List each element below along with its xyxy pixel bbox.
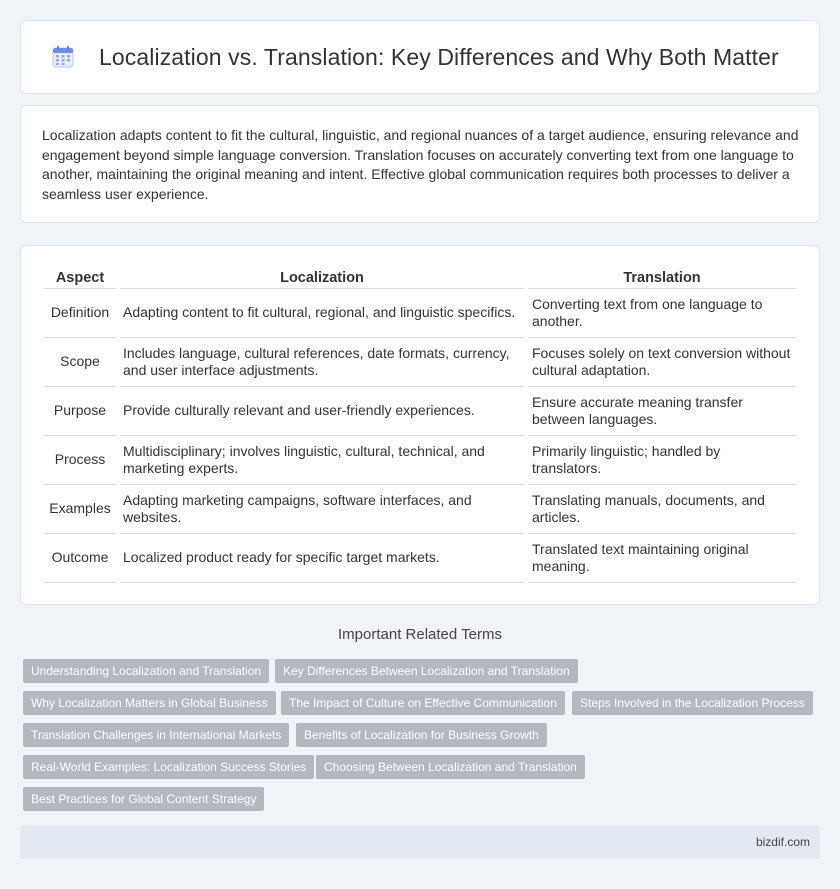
related-term-link[interactable]: The Impact of Culture on Effective Communication xyxy=(281,691,565,715)
related-term-link[interactable]: Real-World Examples: Localization Success Stories xyxy=(23,755,314,779)
cell-translation: Ensure accurate meaning transfer between languages. xyxy=(528,387,796,436)
cell-translation: Converting text from one language to another. xyxy=(528,289,796,338)
table-row xyxy=(44,387,796,436)
related-term-link[interactable]: Translation Challenges in International Markets xyxy=(23,723,289,747)
calendar-icon xyxy=(49,43,77,71)
header-translation: Translation xyxy=(528,267,796,289)
table-row xyxy=(44,289,796,338)
related-term-link[interactable]: Steps Involved in the Localization Process xyxy=(572,691,813,715)
table-row xyxy=(44,534,796,583)
related-term-link[interactable]: Why Localization Matters in Global Business xyxy=(23,691,276,715)
cell-localization: Multidisciplinary; involves linguistic, cultural, technical, and marketing experts. xyxy=(120,436,524,485)
header-card xyxy=(20,20,820,94)
cell-aspect: Definition xyxy=(44,289,116,338)
cell-aspect: Outcome xyxy=(44,534,116,583)
footer-site[interactable]: bizdif.com xyxy=(755,835,810,849)
footer xyxy=(20,825,820,859)
related-term-link[interactable]: Benefits of Localization for Business Growth xyxy=(296,723,547,747)
cell-aspect: Examples xyxy=(44,485,116,534)
cell-localization: Localized product ready for specific target markets. xyxy=(120,534,524,583)
related-term-link[interactable]: Key Differences Between Localization and Translation xyxy=(275,659,578,683)
cell-localization: Provide culturally relevant and user-friendly experiences. xyxy=(120,387,524,436)
intro-card xyxy=(20,105,820,223)
comparison-card xyxy=(20,245,820,605)
cell-aspect: Scope xyxy=(44,338,116,387)
table-header-row xyxy=(44,267,796,289)
header-aspect: Aspect xyxy=(44,267,116,289)
table-row xyxy=(44,338,796,387)
intro-text: Localization adapts content to fit the cultural, linguistic, and regional nuances of a target audience, ensuring relevance and engagement beyond simple language conversion. Translation focuses on accurately converting text from one language to another, maintaining the original meaning and intent. Effective global communication requires both processes to deliver a seamless user experience. xyxy=(42,127,799,202)
cell-translation: Primarily linguistic; handled by translators. xyxy=(528,436,796,485)
cell-translation: Translated text maintaining original meaning. xyxy=(528,534,796,583)
page-title: Localization vs. Translation: Key Differences and Why Both Matter xyxy=(99,43,779,70)
cell-aspect: Purpose xyxy=(44,387,116,436)
related-term-link[interactable]: Best Practices for Global Content Strategy xyxy=(23,787,264,811)
related-terms-title: Important Related Terms xyxy=(338,626,502,643)
cell-translation: Translating manuals, documents, and articles. xyxy=(528,485,796,534)
table-row xyxy=(44,485,796,534)
header-localization: Localization xyxy=(120,267,524,289)
related-term-link[interactable]: Understanding Localization and Translation xyxy=(23,659,269,683)
table-row xyxy=(44,436,796,485)
comparison-table xyxy=(40,267,800,583)
cell-localization: Adapting content to fit cultural, regional, and linguistic specifics. xyxy=(120,289,524,338)
related-term-link[interactable]: Choosing Between Localization and Translation xyxy=(316,755,585,779)
cell-localization: Includes language, cultural references, date formats, currency, and user interface adjustments. xyxy=(120,338,524,387)
cell-translation: Focuses solely on text conversion without cultural adaptation. xyxy=(528,338,796,387)
cell-aspect: Process xyxy=(44,436,116,485)
cell-localization: Adapting marketing campaigns, software interfaces, and websites. xyxy=(120,485,524,534)
